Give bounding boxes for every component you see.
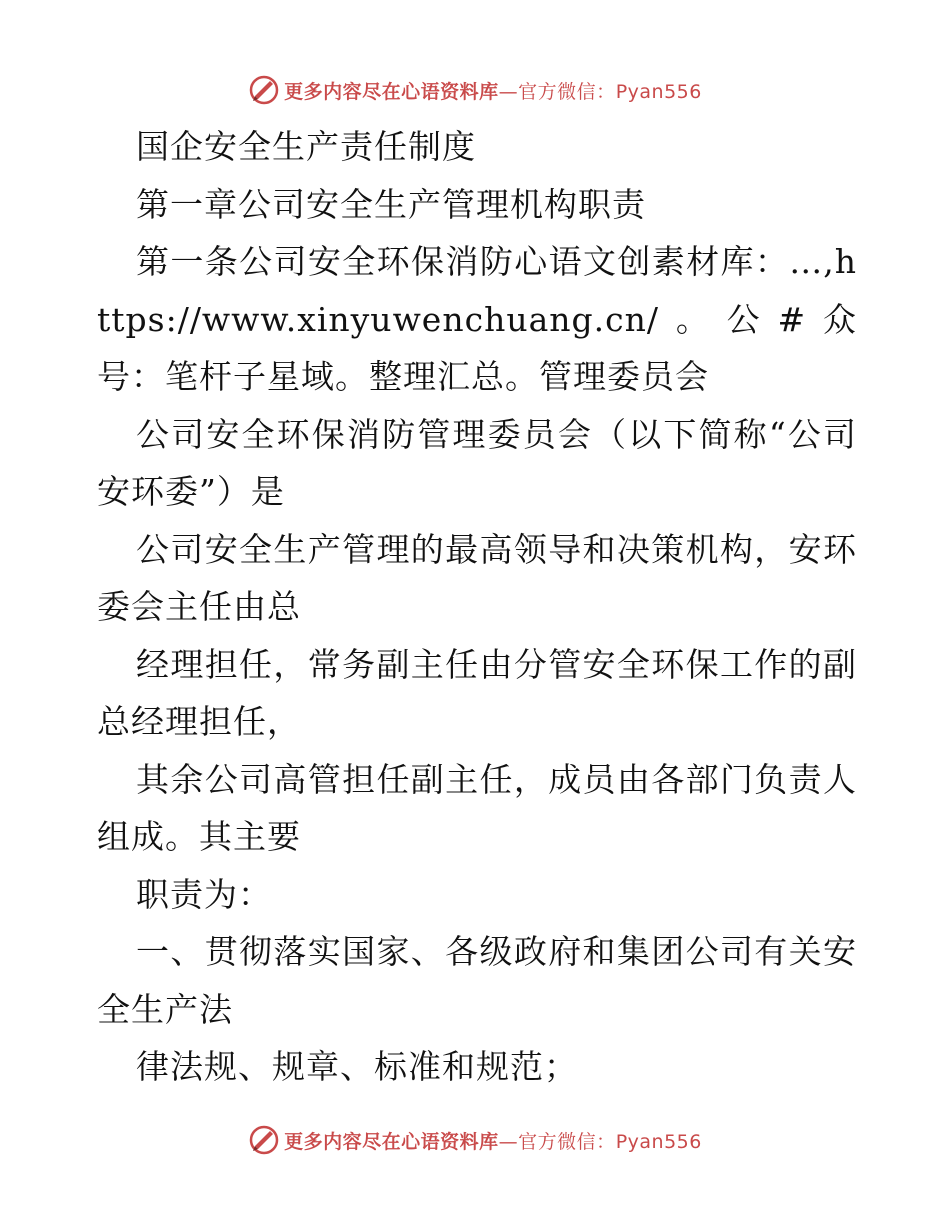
banner-main-text: 更多内容尽在心语资料库 bbox=[284, 80, 499, 103]
banner-main-text: 更多内容尽在心语资料库 bbox=[284, 1130, 499, 1153]
paragraph: 经理担任，常务副主任由分管安全环保工作的副总经理担任， bbox=[97, 644, 857, 741]
paragraph: 律法规、规章、标准和规范； bbox=[136, 1047, 578, 1086]
footer-banner bbox=[0, 1120, 950, 1160]
logo-icon bbox=[248, 1124, 280, 1156]
banner-wechat-id: Pyan556 bbox=[615, 80, 702, 103]
document-title: 国企安全生产责任制度 bbox=[136, 127, 476, 166]
chapter-heading: 第一章公司安全生产管理机构职责 bbox=[136, 184, 646, 224]
banner-text bbox=[284, 1127, 702, 1154]
banner-dash: — bbox=[498, 1130, 519, 1153]
paragraph: 公司安全环保消防管理委员会（以下简称“公司安环委”）是 bbox=[97, 414, 857, 511]
paragraph: 一、贯彻落实国家、各级政府和集团公司有关安全生产法 bbox=[97, 932, 857, 1029]
paragraph: 第一条公司安全环保消防心语文创素材库：…,https://www.xinyuwenchuang.cn/。公#众号：笔杆子星域。整理汇总。管理委员会 bbox=[97, 242, 857, 396]
banner-wechat-label: 官方微信： bbox=[518, 80, 616, 103]
paragraph: 其余公司高管担任副主任，成员由各部门负责人组成。其主要 bbox=[97, 759, 857, 856]
paragraph: 公司安全生产管理的最高领导和决策机构，安环委会主任由总 bbox=[97, 529, 857, 626]
paragraph: 职责为： bbox=[136, 874, 272, 914]
banner-text bbox=[284, 77, 702, 104]
document-body bbox=[97, 118, 857, 1096]
header-banner bbox=[0, 70, 950, 110]
banner-wechat-id: Pyan556 bbox=[615, 1130, 702, 1153]
banner-dash: — bbox=[498, 80, 519, 103]
logo-icon bbox=[248, 74, 280, 106]
banner-wechat-label: 官方微信： bbox=[518, 1130, 616, 1153]
